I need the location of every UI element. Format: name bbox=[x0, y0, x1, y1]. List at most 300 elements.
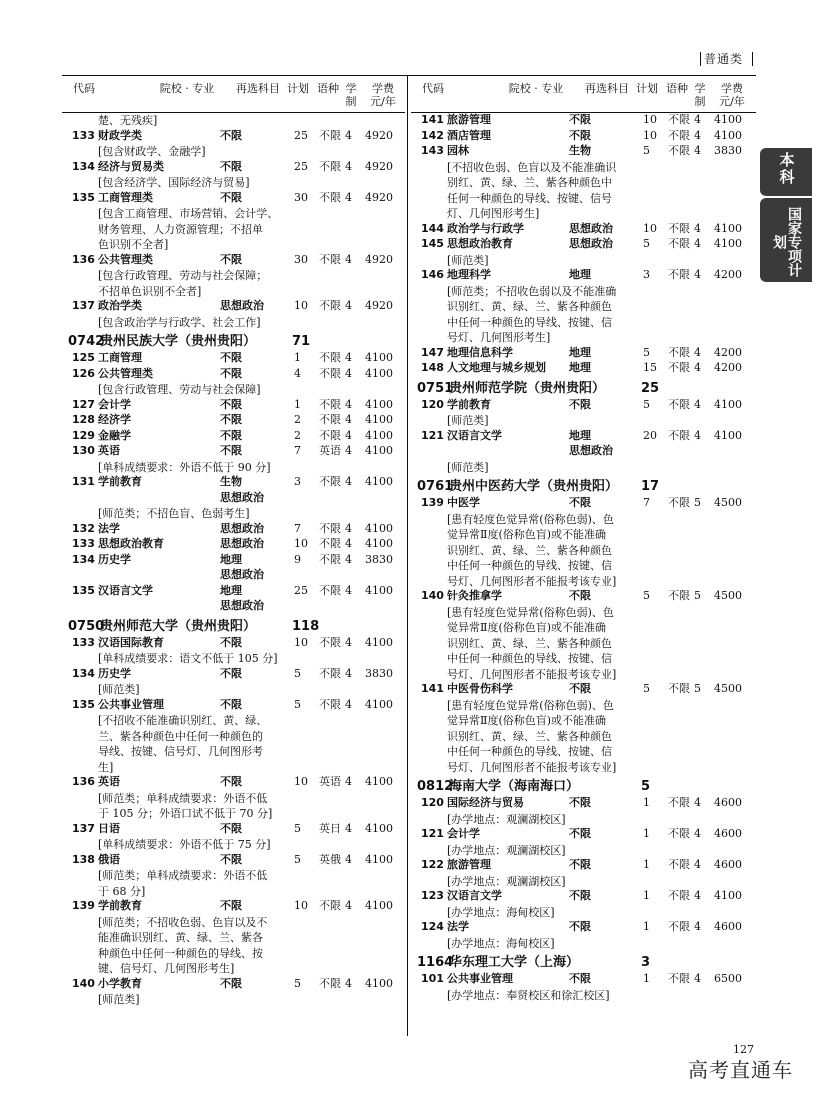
years: 4 bbox=[694, 113, 701, 126]
major-note: [单科成绩要求：语文不低于 105 分] bbox=[98, 652, 278, 665]
major-row bbox=[421, 144, 751, 158]
major-note: 于 68 分] bbox=[98, 884, 146, 898]
plan-count: 10 bbox=[643, 221, 657, 235]
language: 不限 bbox=[668, 128, 690, 142]
years: 4 bbox=[694, 827, 701, 840]
major-code: 139 bbox=[421, 496, 444, 509]
header-fee: 学费元/年 bbox=[719, 82, 745, 108]
years: 5 bbox=[694, 682, 701, 695]
years: 4 bbox=[345, 428, 352, 442]
language: 不限 bbox=[319, 351, 341, 364]
major-note: [办学地点：海甸校区] bbox=[447, 905, 555, 919]
major-note: [办学地点：海甸校区] bbox=[447, 936, 555, 950]
years: 4 bbox=[694, 889, 701, 902]
years: 4 bbox=[694, 345, 701, 359]
years: 4 bbox=[694, 920, 701, 933]
required-subject: 地理 bbox=[220, 552, 242, 566]
major-code: 121 bbox=[421, 428, 444, 442]
major-note: [不招收不能准确识别红、黄、绿、 bbox=[98, 714, 268, 727]
language: 不限 bbox=[668, 428, 690, 442]
tuition-fee: 4100 bbox=[365, 635, 393, 649]
required-subject: 地理 bbox=[569, 268, 591, 281]
required-subject: 地理 bbox=[569, 345, 591, 359]
plan-count: 9 bbox=[294, 552, 301, 566]
tuition-fee: 4920 bbox=[365, 128, 393, 142]
tuition-fee: 4100 bbox=[714, 128, 742, 142]
major-note: 识别红、黄、绿、兰、紫各种颜色 bbox=[447, 543, 612, 557]
major-name: 思想政治教育 bbox=[98, 537, 164, 550]
side-tab-undergrad bbox=[760, 148, 812, 196]
plan-count: 1 bbox=[643, 827, 650, 840]
major-name: 园林 bbox=[447, 144, 469, 157]
required-subject: 不限 bbox=[569, 889, 591, 902]
major-code: 144 bbox=[421, 221, 444, 235]
major-code: 136 bbox=[72, 252, 95, 266]
major-code: 125 bbox=[72, 351, 95, 364]
major-name: 历史学 bbox=[98, 666, 131, 680]
major-name: 地理信息科学 bbox=[447, 345, 513, 359]
plan-count: 1 bbox=[643, 920, 650, 933]
years: 4 bbox=[345, 537, 352, 550]
language: 不限 bbox=[319, 159, 341, 173]
plan-count: 2 bbox=[294, 413, 301, 426]
major-code: 101 bbox=[421, 972, 444, 985]
major-row bbox=[421, 398, 751, 412]
major-row bbox=[72, 429, 402, 443]
plan-count: 7 bbox=[643, 496, 650, 509]
years: 4 bbox=[345, 128, 352, 142]
tuition-fee: 4100 bbox=[365, 521, 393, 535]
years: 4 bbox=[345, 351, 352, 364]
major-note: 种颜色中任何一种颜色的导线、按 bbox=[98, 946, 263, 960]
plan-count: 10 bbox=[643, 113, 657, 126]
university-header bbox=[417, 955, 747, 971]
page-number: 127 bbox=[733, 1043, 754, 1056]
plan-count: 5 bbox=[294, 697, 301, 711]
tag-bracket-left bbox=[700, 52, 701, 66]
language: 不限 bbox=[319, 521, 341, 535]
plan-count: 1 bbox=[294, 351, 301, 364]
major-name: 日语 bbox=[98, 821, 120, 835]
major-row bbox=[72, 160, 402, 174]
required-subject: 不限 bbox=[569, 589, 591, 602]
major-name: 汉语言文学 bbox=[98, 583, 153, 597]
language: 不限 bbox=[319, 475, 341, 488]
header-years: 学制 bbox=[345, 82, 357, 108]
major-name: 英语 bbox=[98, 775, 120, 788]
language: 不限 bbox=[668, 113, 690, 126]
major-name: 法学 bbox=[447, 920, 469, 933]
required-subject: 不限 bbox=[220, 190, 242, 204]
tuition-fee: 4920 bbox=[365, 190, 393, 204]
header-school-major: 院校 · 专业 bbox=[508, 82, 564, 95]
major-code: 135 bbox=[72, 583, 95, 597]
plan-count: 30 bbox=[294, 190, 308, 204]
years: 5 bbox=[694, 496, 701, 509]
major-name: 国际经济与贸易 bbox=[447, 796, 524, 809]
major-row bbox=[421, 237, 751, 251]
major-row bbox=[421, 268, 751, 282]
major-name: 汉语言文学 bbox=[447, 428, 502, 442]
header-years: 学制 bbox=[694, 82, 706, 108]
language: 不限 bbox=[668, 361, 690, 374]
header-language: 语种 bbox=[317, 82, 339, 95]
major-note: 能准确识别红、黄、绿、兰、紫各 bbox=[98, 931, 263, 944]
plan-count: 3 bbox=[294, 475, 301, 488]
years: 4 bbox=[694, 221, 701, 235]
tuition-fee: 4100 bbox=[365, 775, 393, 788]
major-code: 141 bbox=[421, 682, 444, 695]
years: 5 bbox=[694, 589, 701, 602]
header-plan: 计划 bbox=[636, 82, 658, 95]
years: 4 bbox=[345, 552, 352, 566]
required-subject: 思想政治 bbox=[569, 444, 613, 457]
major-note: 觉异常Ⅱ度(俗称色盲)或不能准确 bbox=[447, 714, 607, 727]
table-header-right bbox=[411, 82, 756, 112]
major-note: [包含经济学、国际经济与贸易] bbox=[98, 176, 250, 189]
required-subject: 不限 bbox=[569, 397, 591, 411]
plan-count: 10 bbox=[294, 635, 308, 649]
tuition-fee: 4100 bbox=[714, 237, 742, 250]
university-header bbox=[417, 779, 747, 795]
required-subject: 不限 bbox=[220, 413, 242, 426]
plan-count: 10 bbox=[294, 775, 308, 788]
major-note: 色识别不全者] bbox=[98, 238, 169, 251]
required-subject: 不限 bbox=[220, 852, 242, 866]
plan-count: 5 bbox=[643, 144, 650, 157]
major-code: 140 bbox=[72, 976, 95, 990]
top-rule bbox=[62, 75, 756, 76]
header-school-major: 院校 · 专业 bbox=[159, 82, 215, 95]
tuition-fee: 4200 bbox=[714, 345, 742, 359]
years: 4 bbox=[694, 361, 701, 374]
major-row bbox=[72, 667, 402, 681]
language: 英日 bbox=[319, 821, 341, 835]
language: 不限 bbox=[319, 252, 341, 266]
major-name: 中医骨伤科学 bbox=[447, 682, 513, 695]
language: 不限 bbox=[668, 268, 690, 281]
language: 不限 bbox=[319, 899, 341, 912]
major-row bbox=[421, 920, 751, 934]
required-subject: 不限 bbox=[569, 496, 591, 509]
major-code: 141 bbox=[421, 113, 444, 126]
major-note: 键、信号灯、几何图形考生] bbox=[98, 962, 235, 975]
header-language: 语种 bbox=[666, 82, 688, 95]
major-code: 148 bbox=[421, 361, 444, 374]
header-subject: 再选科目 bbox=[236, 82, 280, 95]
tuition-fee: 4100 bbox=[365, 413, 393, 426]
years: 4 bbox=[694, 796, 701, 809]
major-name: 工商管理类 bbox=[98, 190, 153, 204]
watermark: 高考直通车 bbox=[688, 1058, 793, 1082]
major-row bbox=[72, 413, 402, 427]
language: 不限 bbox=[319, 190, 341, 204]
tuition-fee: 4500 bbox=[714, 496, 742, 509]
major-code: 131 bbox=[72, 475, 95, 488]
side-tab-national-plan-label: 国家专项计划 bbox=[771, 207, 802, 277]
major-code: 127 bbox=[72, 397, 95, 411]
tuition-fee: 4100 bbox=[714, 428, 742, 442]
major-note: [师范类；单科成绩要求：外语不低 bbox=[98, 791, 268, 805]
major-note: 灯、几何图形考生] bbox=[447, 207, 540, 220]
major-row bbox=[72, 899, 402, 913]
major-name: 学前教育 bbox=[98, 899, 142, 912]
years: 4 bbox=[694, 144, 701, 157]
side-tab-national-plan bbox=[760, 198, 812, 282]
major-note: 任何一种颜色的导线、按键、信号 bbox=[447, 191, 612, 205]
major-name: 财政学类 bbox=[98, 128, 142, 142]
major-note: 号灯、几何图形考生] bbox=[447, 331, 551, 344]
required-subject: 不限 bbox=[569, 113, 591, 126]
major-code: 135 bbox=[72, 190, 95, 204]
required-subject: 不限 bbox=[569, 972, 591, 985]
plan-count: 3 bbox=[643, 268, 650, 281]
years: 4 bbox=[694, 268, 701, 281]
tuition-fee: 4100 bbox=[365, 475, 393, 488]
major-name: 公共管理类 bbox=[98, 366, 153, 380]
major-row-subject-continued bbox=[72, 491, 402, 505]
major-row bbox=[72, 253, 402, 267]
major-note: [包含行政管理、劳动与社会保障； bbox=[98, 269, 268, 282]
major-name: 政治学类 bbox=[98, 299, 142, 312]
major-name: 针灸推拿学 bbox=[447, 589, 502, 602]
major-row bbox=[421, 129, 751, 143]
years: 4 bbox=[694, 397, 701, 411]
major-note: 中任何一种颜色的导线、按键、信 bbox=[447, 745, 612, 758]
plan-count: 10 bbox=[294, 899, 308, 912]
major-note: [患有轻度色觉异常(俗称色弱)、色 bbox=[447, 512, 614, 526]
required-subject: 不限 bbox=[569, 858, 591, 871]
major-row bbox=[72, 444, 402, 458]
major-row bbox=[72, 553, 402, 567]
tuition-fee: 4600 bbox=[714, 858, 742, 871]
required-subject: 不限 bbox=[220, 252, 242, 266]
university-name: 贵州师范大学（贵州贵阳） bbox=[100, 618, 257, 634]
major-row bbox=[421, 222, 751, 236]
major-name: 酒店管理 bbox=[447, 128, 491, 142]
major-note: 识别红、黄、绿、兰、紫各种颜色 bbox=[447, 300, 612, 313]
years: 4 bbox=[345, 159, 352, 173]
university-code: 0742 bbox=[68, 334, 105, 349]
major-code: 137 bbox=[72, 299, 95, 312]
required-subject: 不限 bbox=[569, 128, 591, 142]
major-code: 137 bbox=[72, 821, 95, 835]
required-subject: 不限 bbox=[569, 920, 591, 933]
years: 4 bbox=[345, 475, 352, 488]
major-note: [师范类] bbox=[447, 460, 489, 474]
language: 不限 bbox=[668, 237, 690, 250]
header-fee: 学费元/年 bbox=[370, 82, 396, 108]
language: 不限 bbox=[668, 920, 690, 933]
tuition-fee: 4920 bbox=[365, 299, 393, 312]
major-name: 旅游管理 bbox=[447, 858, 491, 871]
major-row bbox=[72, 191, 402, 205]
major-note: [师范类] bbox=[447, 414, 489, 427]
major-row bbox=[421, 346, 751, 360]
language: 不限 bbox=[668, 144, 690, 157]
required-subject: 思想政治 bbox=[569, 221, 613, 235]
major-code: 130 bbox=[72, 444, 95, 457]
major-name: 法学 bbox=[98, 521, 120, 535]
major-code: 120 bbox=[421, 796, 444, 809]
years: 4 bbox=[694, 128, 701, 142]
plan-count: 1 bbox=[643, 796, 650, 809]
major-code: 123 bbox=[421, 889, 444, 902]
major-note: [师范类；不招收色弱以及不能准确 bbox=[447, 284, 617, 298]
years: 4 bbox=[345, 635, 352, 649]
major-code: 140 bbox=[421, 589, 444, 602]
major-code: 134 bbox=[72, 159, 95, 173]
required-subject: 思想政治 bbox=[569, 237, 613, 250]
major-code: 133 bbox=[72, 635, 95, 649]
major-row bbox=[421, 889, 751, 903]
category-label: 普通类 bbox=[704, 52, 744, 66]
major-name: 汉语言文学 bbox=[447, 889, 502, 902]
required-subject: 不限 bbox=[220, 976, 242, 990]
required-subject: 不限 bbox=[220, 899, 242, 912]
years: 4 bbox=[345, 413, 352, 426]
major-code: 143 bbox=[421, 144, 444, 157]
required-subject: 不限 bbox=[220, 351, 242, 364]
major-code: 133 bbox=[72, 537, 95, 550]
major-code: 138 bbox=[72, 852, 95, 866]
major-name: 公共事业管理 bbox=[98, 697, 164, 711]
major-name: 小学教育 bbox=[98, 976, 142, 990]
plan-count: 1 bbox=[643, 889, 650, 902]
major-code: 122 bbox=[421, 858, 444, 871]
tuition-fee: 4500 bbox=[714, 589, 742, 602]
major-row-subject-continued bbox=[72, 599, 402, 613]
years: 4 bbox=[694, 858, 701, 871]
major-note: 不招单色识别不全者] bbox=[98, 284, 202, 298]
major-name: 会计学 bbox=[98, 397, 131, 411]
required-subject: 地理 bbox=[220, 583, 242, 597]
required-subject: 思想政治 bbox=[220, 490, 264, 504]
years: 4 bbox=[345, 252, 352, 266]
plan-count: 1 bbox=[643, 858, 650, 871]
university-code: 0751 bbox=[417, 380, 454, 396]
major-row bbox=[72, 977, 402, 991]
major-code: 132 bbox=[72, 521, 95, 535]
required-subject: 地理 bbox=[569, 428, 591, 442]
header-subject: 再选科目 bbox=[585, 82, 629, 95]
major-name: 历史学 bbox=[98, 552, 131, 566]
major-row bbox=[421, 858, 751, 872]
major-code: 124 bbox=[421, 920, 444, 933]
major-row bbox=[72, 351, 402, 365]
major-row bbox=[72, 853, 402, 867]
major-note: 财务管理、人力资源管理；不招单 bbox=[98, 222, 263, 236]
major-row bbox=[72, 522, 402, 536]
major-note: 于 105 分；外语口试不低于 70 分] bbox=[98, 807, 273, 820]
major-note: 别红、黄、绿、兰、紫各种颜色中 bbox=[447, 176, 612, 189]
tuition-fee: 4100 bbox=[365, 976, 393, 990]
header-code: 代码 bbox=[73, 82, 95, 95]
language: 不限 bbox=[319, 428, 341, 442]
plan-count: 5 bbox=[643, 345, 650, 359]
major-note: 号灯、几何图形者不能报考该专业] bbox=[447, 667, 617, 681]
tuition-fee: 4200 bbox=[714, 361, 742, 374]
language: 不限 bbox=[319, 397, 341, 411]
major-code: 126 bbox=[72, 366, 95, 380]
university-name: 海南大学（海南海口） bbox=[449, 779, 580, 794]
tuition-fee: 4920 bbox=[365, 252, 393, 266]
major-name: 公共事业管理 bbox=[447, 972, 513, 985]
major-note: 楚、无残疾] bbox=[98, 114, 158, 127]
major-note: 识别红、黄、绿、兰、紫各种颜色 bbox=[447, 636, 612, 650]
language: 不限 bbox=[668, 972, 690, 985]
major-row bbox=[72, 822, 402, 836]
tuition-fee: 4200 bbox=[714, 268, 742, 281]
language: 不限 bbox=[319, 128, 341, 142]
tuition-fee: 4100 bbox=[714, 397, 742, 411]
major-note: 号灯、几何图形者不能报考该专业] bbox=[447, 574, 617, 588]
plan-count: 7 bbox=[294, 521, 301, 535]
major-row bbox=[72, 299, 402, 313]
plan-count: 25 bbox=[294, 159, 308, 173]
language: 不限 bbox=[668, 682, 690, 695]
required-subject: 不限 bbox=[220, 821, 242, 835]
language: 不限 bbox=[668, 397, 690, 411]
major-name: 中医学 bbox=[447, 496, 480, 509]
language: 不限 bbox=[668, 345, 690, 359]
major-code: 136 bbox=[72, 775, 95, 788]
major-name: 金融学 bbox=[98, 428, 131, 442]
major-note: [办学地点：观澜湖校区] bbox=[447, 843, 566, 857]
major-name: 经济学 bbox=[98, 413, 131, 426]
tuition-fee: 6500 bbox=[714, 972, 742, 985]
tuition-fee: 4100 bbox=[365, 899, 393, 912]
major-note: 中任何一种颜色的导线、按键、信 bbox=[447, 652, 612, 665]
major-name: 人文地理与城乡规划 bbox=[447, 361, 546, 374]
language: 不限 bbox=[668, 796, 690, 809]
tuition-fee: 4100 bbox=[365, 821, 393, 835]
major-code: 139 bbox=[72, 899, 95, 912]
required-subject: 不限 bbox=[220, 397, 242, 411]
major-note: [师范类；不招收色弱、色盲以及不 bbox=[98, 915, 268, 929]
university-header bbox=[417, 381, 747, 397]
plan-count: 7 bbox=[294, 444, 301, 457]
major-note: 中任何一种颜色的导线、按键、信 bbox=[447, 315, 612, 329]
major-note: 中任何一种颜色的导线、按键、信 bbox=[447, 559, 612, 572]
language: 英俄 bbox=[319, 852, 341, 866]
major-row bbox=[421, 589, 751, 603]
table-header-left bbox=[62, 82, 405, 112]
major-name: 学前教育 bbox=[447, 397, 491, 411]
tuition-fee: 4100 bbox=[365, 397, 393, 411]
language: 不限 bbox=[319, 552, 341, 566]
major-row bbox=[72, 398, 402, 412]
language: 不限 bbox=[319, 976, 341, 990]
years: 4 bbox=[345, 190, 352, 204]
tuition-fee: 4100 bbox=[365, 366, 393, 380]
major-row-subject-continued bbox=[72, 568, 402, 582]
major-code: 129 bbox=[72, 428, 95, 442]
required-subject: 思想政治 bbox=[220, 521, 264, 535]
major-code: 134 bbox=[72, 666, 95, 680]
years: 4 bbox=[345, 397, 352, 411]
plan-count: 10 bbox=[294, 537, 308, 550]
major-code: 128 bbox=[72, 413, 95, 426]
plan-count: 25 bbox=[294, 583, 308, 597]
major-note: [师范类；不招色盲、色弱考生] bbox=[98, 507, 250, 520]
major-code: 147 bbox=[421, 345, 444, 359]
years: 4 bbox=[345, 666, 352, 680]
major-code: 146 bbox=[421, 268, 444, 281]
major-row bbox=[72, 129, 402, 143]
university-total-plan: 118 bbox=[292, 618, 320, 634]
tuition-fee: 4920 bbox=[365, 159, 393, 173]
